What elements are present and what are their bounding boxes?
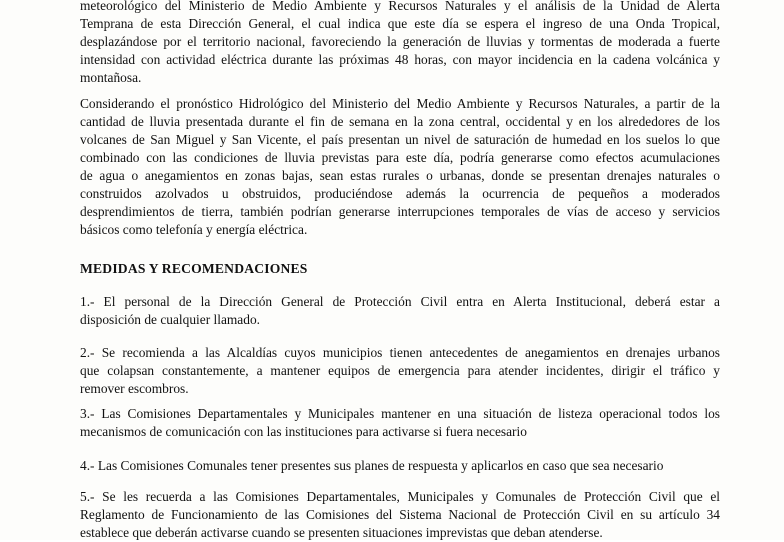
text-line: 3.- Las Comisiones Departamentales y Municipales mantener en una situación de listeza operacional todos los [80, 406, 720, 421]
text-line: meteorológico del Ministerio de Medio Ambiente y Recursos Naturales y el análisis de la Unidad de Alerta [80, 0, 720, 13]
text-line: Considerando el pronóstico Hidrológico del Ministerio del Medio Ambiente y Recursos Naturales, a partir de la [80, 96, 720, 111]
text-line: montañosa. [80, 70, 142, 85]
hydrological-forecast-paragraph [80, 95, 720, 239]
text-line: intensidad con actividad eléctrica durante las próximas 48 horas, con mayor incidencia en la cadena volcánica y [80, 52, 720, 67]
text-line: combinado con las condiciones de lluvia previstas para este día, podría generarse como efectos acumulaciones [80, 150, 720, 165]
text-line: Reglamento de Funcionamiento de las Comisiones del Sistema Nacional de Protección Civil en su artículo 34 [80, 507, 720, 522]
text-line: remover escombros. [80, 381, 189, 396]
text-line: 1.- El personal de la Dirección General de Protección Civil entra en Alerta Institucional, deberá estar a [80, 294, 720, 309]
text-line: desplazándose por el territorio nacional, favoreciendo la generación de lluvias y tormentas de moderada a fuerte [80, 34, 720, 49]
text-line: que colapsan constantemente, a mantener equipos de emergencia para atender incidentes, dirigir el tráfico y [80, 363, 720, 378]
text-line: de agua o anegamientos en zonas bajas, sean estas rurales o urbanas, donde se presentan drenajes naturales o [80, 168, 720, 183]
measure-item-2 [80, 344, 720, 398]
text-line: disposición de cualquier llamado. [80, 312, 260, 327]
measure-item-4 [80, 457, 720, 475]
weather-forecast-paragraph [80, 0, 720, 87]
text-line: 5.- Se les recuerda a las Comisiones Departamentales, Municipales y Comunales de Protección Civil que el [80, 489, 720, 504]
text-line: básicos como telefonía y energía eléctrica. [80, 222, 308, 237]
text-line: Temprana de esta Dirección General, el cual indica que este día se espera el ingreso de una Onda Tropical, [80, 16, 720, 31]
text-line: 2.- Se recomienda a las Alcaldías cuyos municipios tienen antecedentes de anegamientos en drenajes urbanos [80, 345, 720, 360]
section-heading: MEDIDAS Y RECOMENDACIONES [80, 261, 308, 276]
text-line: desprendimientos de tierra, también podrían generarse interrupciones temporales de vías de acceso y servicios [80, 204, 720, 219]
measure-item-3 [80, 405, 720, 441]
text-line: construidos azolvados u obstruidos, produciéndose además la ocurrencia de pequeños a moderados [80, 186, 720, 201]
measure-item-5 [80, 488, 720, 542]
text-line: 4.- Las Comisiones Comunales tener presentes sus planes de respuesta y aplicarlos en caso que sea necesario [80, 458, 664, 473]
text-line: volcanes de San Miguel y San Vicente, el país presentan un nivel de saturación de humedad en los suelos lo que [80, 132, 720, 147]
text-line: establece que deberán activarse cuando se presenten situaciones imprevistas que deban atenderse. [80, 525, 603, 540]
text-line: cantidad de lluvia presentada durante el fin de semana en la zona central, occidental y en los alrededores de los [80, 114, 720, 129]
measure-item-1 [80, 293, 720, 329]
text-line: mecanismos de comunicación con las instituciones para activarse si fuera necesario [80, 424, 527, 439]
